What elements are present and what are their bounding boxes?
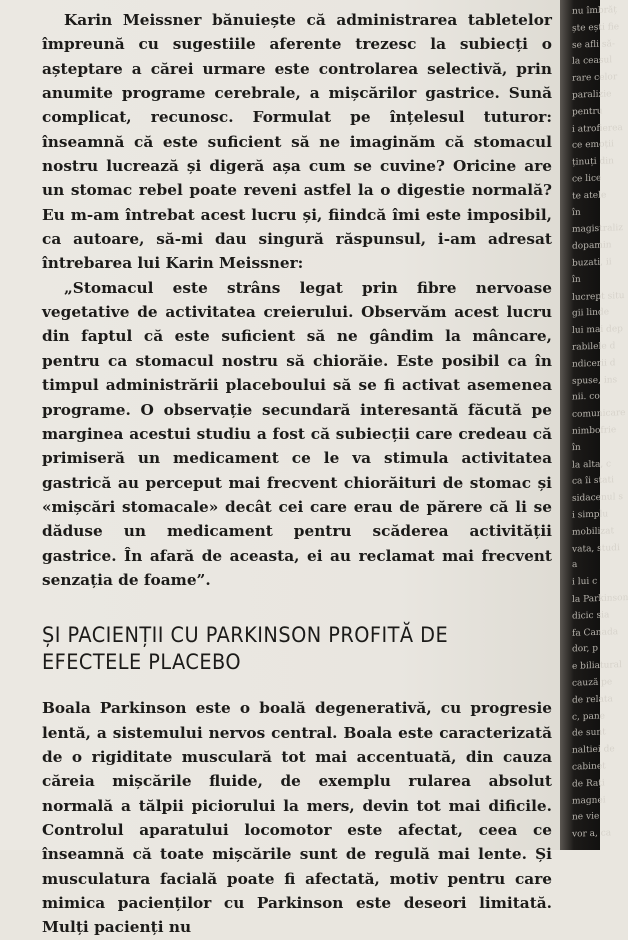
next-page-fragment: la Parkinson [572, 593, 628, 605]
next-page-fragment: ce emoții [572, 139, 614, 152]
next-page-fragment: dicic sia [572, 610, 610, 622]
section-heading: ȘI PACIENȚII CU PARKINSON PROFITĂ DE EFECTELE PLACEBO [42, 623, 449, 675]
next-page-fragment: a [572, 560, 578, 571]
next-page-fragment: lui mai dep [572, 324, 623, 337]
next-page-edge [560, 0, 628, 850]
next-page-fragment: de Rați [572, 778, 605, 790]
next-page-fragment: în [572, 207, 581, 218]
next-page-fragment: ște ești fie [572, 21, 620, 34]
next-page-fragment: pentru [572, 106, 603, 118]
next-page-fragment: în [572, 442, 581, 453]
paragraph-1: Karin Meissner bănuiește că administrarea tabletelor împreună cu sugestiile aferente trezesc la subiecți o așteptare a cărei urmare este controlarea selectivă, prin anumite programe cerebrale, a mișcărilor gastrice. Sună complicat, recunosc. Formulat pe înțelesul tuturor: înseamnă că este suficient să ne imaginăm că stomacul nostru lucrează și digeră așa cum se cuvine? Oricine are un stomac rebel poate reveni astfel la o digestie normală? Eu m-am întrebat acest lucru și, fiindcă îmi este imposibil, ca autoare, să-mi dau singură răspunsul, i-am adresat întrebarea lui Karin Meissner: [42, 11, 552, 273]
next-page-fragment: lucrept situ [572, 290, 625, 303]
next-page-fragment: te atele [572, 190, 607, 202]
next-page-fragment: la alta, c [572, 458, 612, 471]
next-page-fragment: fa Canada [572, 626, 619, 639]
next-page-fragment: spuse, ins [572, 374, 618, 387]
next-page-fragment: se afli să- [572, 38, 615, 51]
next-page-fragment: în [572, 274, 581, 285]
paragraph-2-quote: „Stomacul este strâns legat prin fibre nervoase vegetative de activitatea creierului. Observăm acest lucru din faptul că este suficient să ne gândim la mâncare, pentru ca stomacul nostru să chiorăie. Este posibil ca în timpul administrării placeboului să se fi activat asemenea programe. O observație secundară interesantă făcută pe marginea acestui studiu a fost că subiecții care credeau că primiseră un medicament ce le va stimula activitatea gastrică au perceput mai frecvent chiorăituri de stomac și «mișcări stomacale» decât cei care erau de părere că li se dăduse un medicament pentru scăderea activității gastrice. În afară de aceasta, ei au reclamat mai frecvent senzația de foame”. [42, 278, 552, 589]
next-page-fragment: buzati, ii [572, 257, 612, 269]
next-page-fragment: rare celor [572, 72, 618, 84]
next-page-fragment: rabilele d [572, 341, 616, 353]
next-page-fragment: magistraliz [572, 223, 623, 236]
next-page-fragment: cabinet [572, 761, 606, 773]
next-page-fragment: mobilizat [572, 526, 615, 538]
next-page-fragment: de sunt [572, 727, 606, 739]
next-page-fragment: la ceasul [572, 55, 613, 68]
next-page-fragment: nu îmbrăț [572, 5, 617, 17]
next-page-fragment: paralizie [572, 89, 612, 101]
next-page-fragment: magnei [572, 795, 606, 807]
next-page-fragment: e biliatural [572, 660, 622, 673]
next-page-fragment: i simplu [572, 509, 609, 521]
next-page-fragment: nimbofrie [572, 425, 617, 437]
next-page-fragment: ținuți din [572, 156, 614, 168]
next-page-fragment: vata, studi [572, 542, 620, 555]
next-page-fragment: ne vie [572, 811, 600, 823]
next-page-fragment: nii. co [572, 391, 600, 403]
next-page-fragment: cauză pe [572, 677, 613, 689]
next-page-fragment: comunicare [572, 408, 626, 421]
next-page-fragment: i lui c [572, 576, 598, 588]
page-text [42, 8, 552, 940]
next-page-fragment: gii linde [572, 307, 610, 320]
next-page-fragment: ndicerii d [572, 358, 616, 370]
next-page-fragment: ce lice [572, 173, 602, 185]
next-page-fragment: dopamin [572, 240, 612, 252]
next-page-fragment: c, pane [572, 711, 606, 723]
next-page-fragment: i atrofierea [572, 122, 623, 135]
next-page-fragment: ca îi stati [572, 475, 614, 488]
paragraph-3: Boala Parkinson este o boală degenerativă, cu progresie lentă, a sistemului nervos central. Boala este caracterizată de o rigiditate musculară tot mai accentuată, din cauza căreia mișcările fluide, de exemplu rularea absolut normală a tălpii piciorului la mers, devin tot mai dificile. Controlul aparatului locomotor este afectat, ceea ce înseamnă că toate mișcările sunt de regulă mai lente. Și musculatura facială poate fi afectată, motiv pentru care mimica pacienților cu Parkinson este deseori limitată. Mulți pacienți nu [42, 699, 552, 937]
next-page-fragment: de relata [572, 694, 613, 706]
next-page-fragment: naltiei de [572, 744, 615, 756]
next-page-fragment: vor a, ca [572, 828, 612, 840]
next-page-fragment: sidacenul s [572, 492, 623, 505]
next-page-fragment: dor, p [572, 643, 598, 655]
